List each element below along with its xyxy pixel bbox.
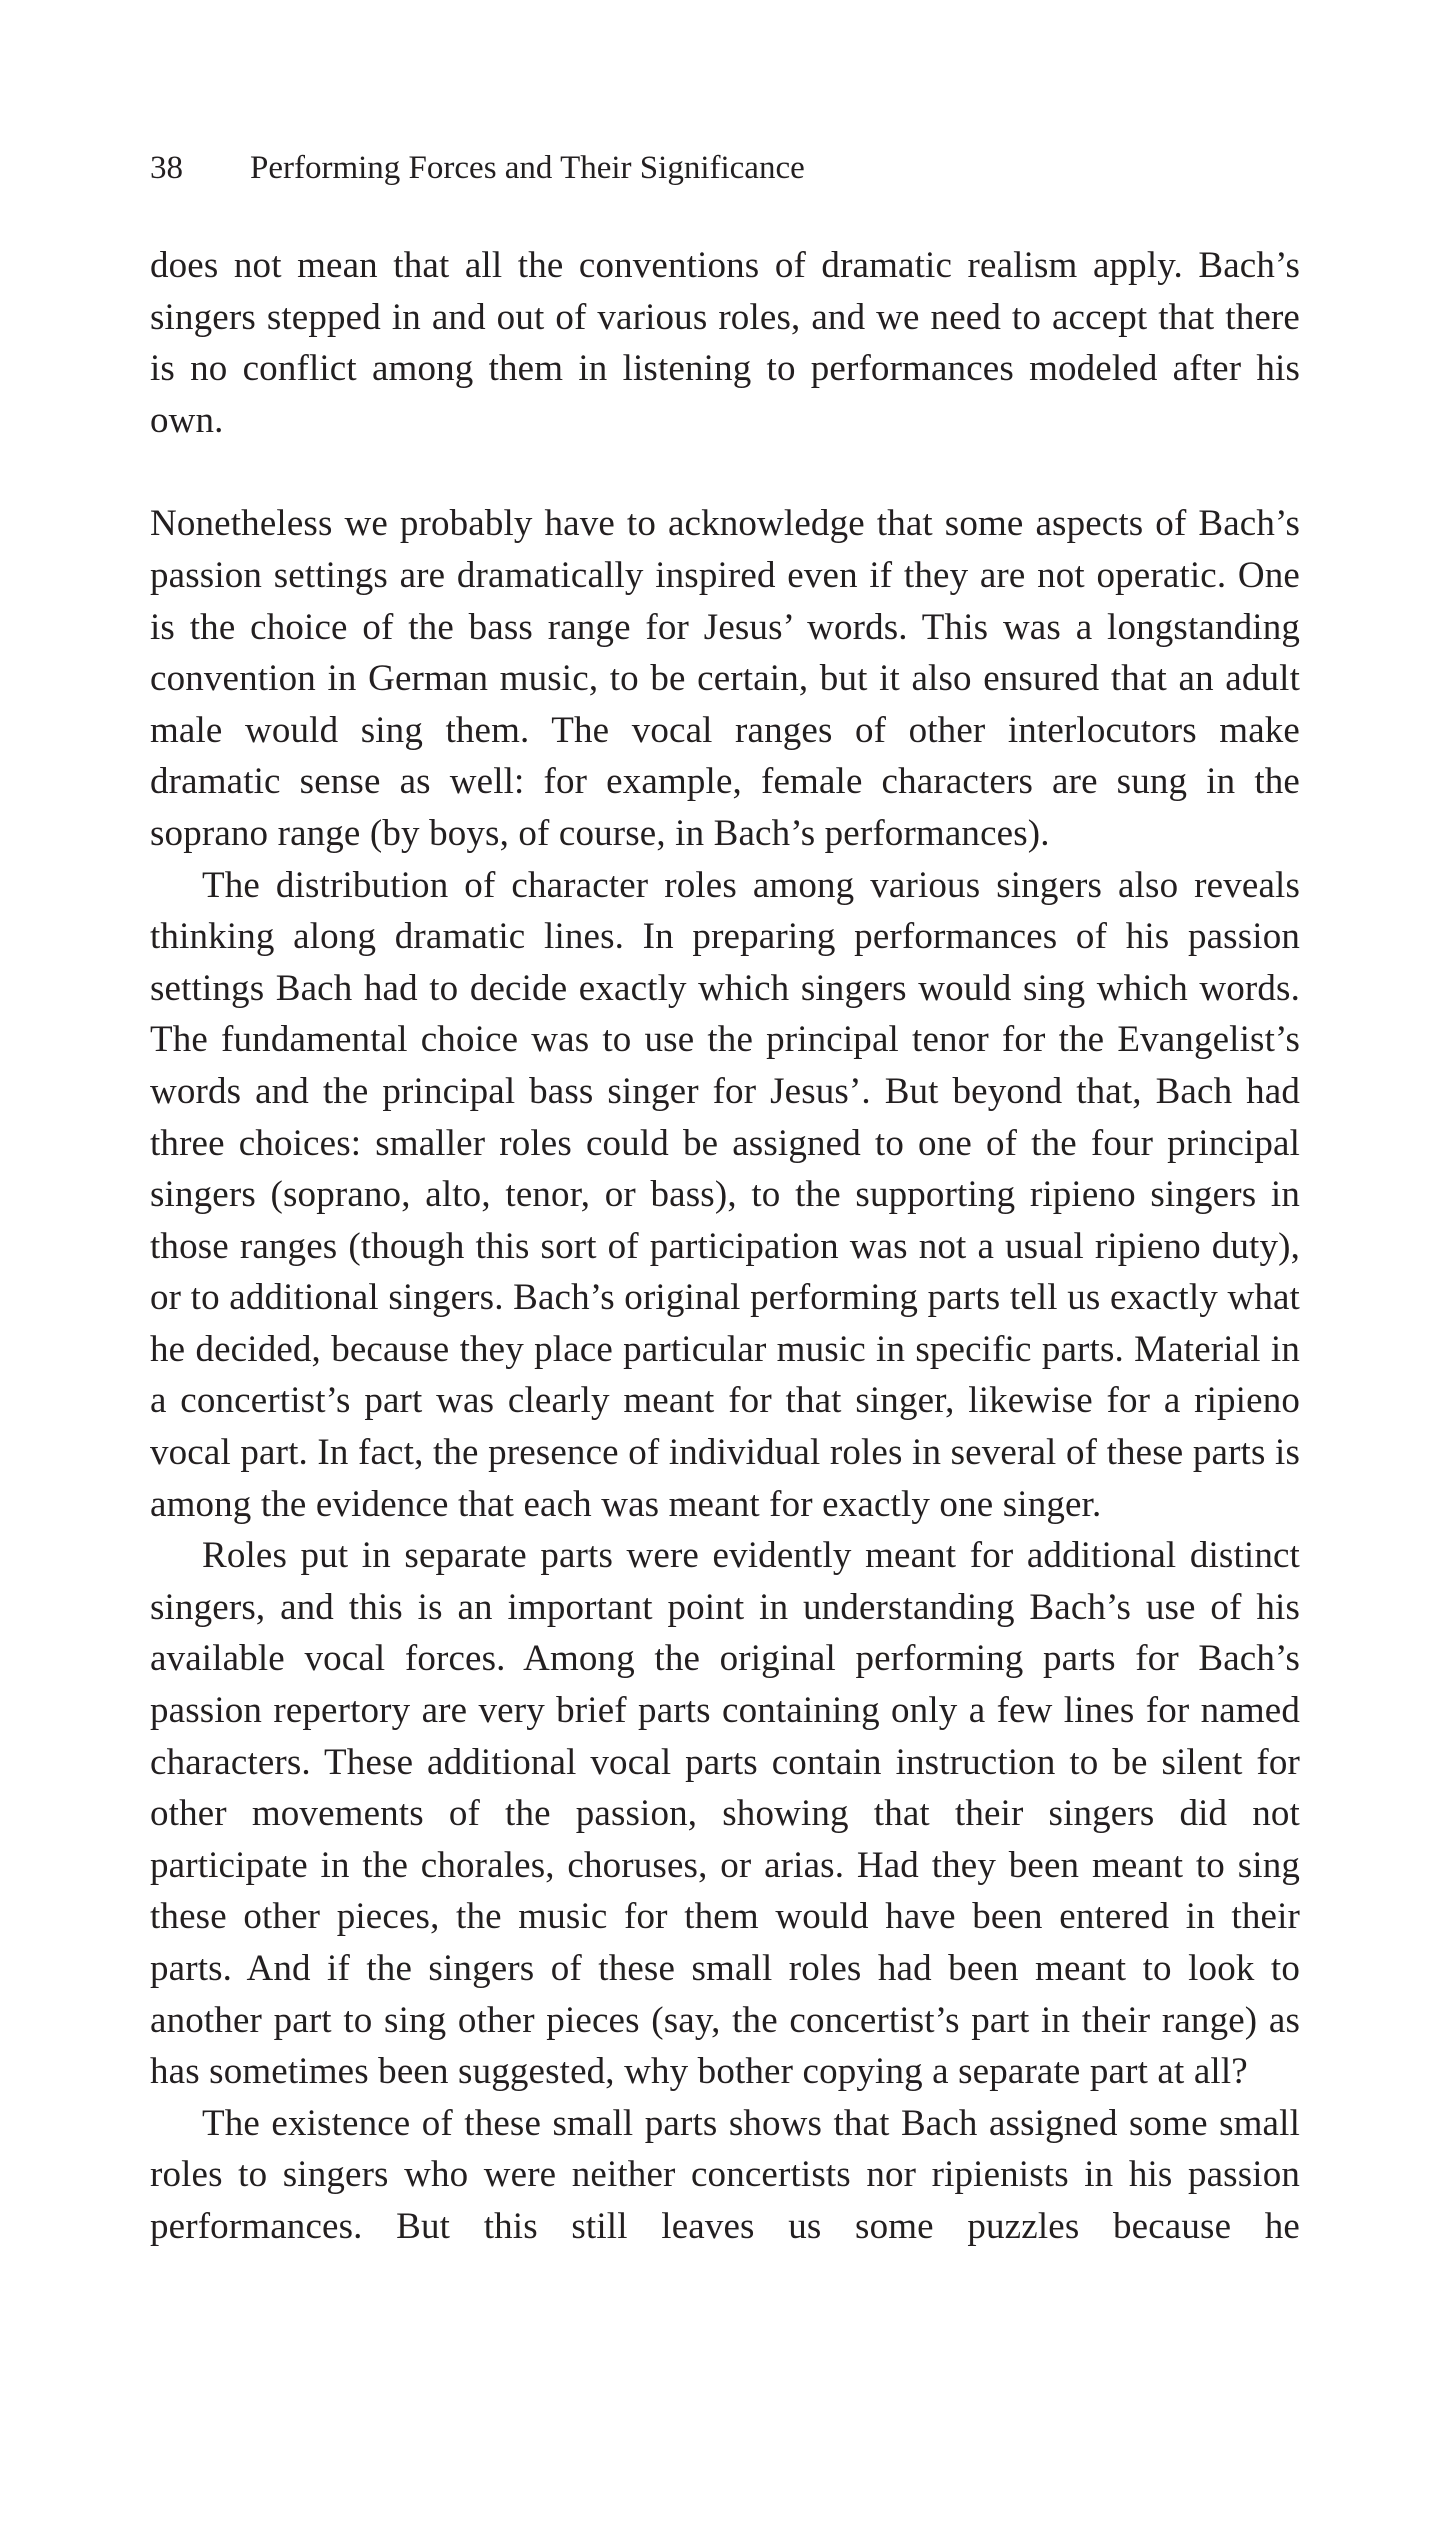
paragraph-section-opening: Nonetheless we probably have to acknowledge that some aspects of Bach’s passion settings are dramatically inspired even if they are not operatic. One is the choice of the bass range for Jesus’ words. This was a longstanding convention in German music, to be certain, but it also ensured that an adult male would sing them. The vocal ranges of other interlocutors make dramatic sense as well: for example, female characters are sung in the soprano range (by boys, of course, in Bach’s performances). xyxy=(150,503,1300,854)
paragraph: The distribution of character roles among various singers also reveals thinking along dramatic lines. In preparing performances of his passion settings Bach had to decide exactly which singers would sing which words. The fundamental choice was to use the principal tenor for the Evangelist’s words and the principal bass singer for Jesus’. But beyond that, Bach had three choices: smaller roles could be assigned to one of the four principal singers (soprano, alto, tenor, or bass), to the supporting ripieno singers in those ranges (though this sort of participation was not a usual ripieno duty), or to additional singers. Bach’s original performing parts tell us exactly what he decided, because they place particular music in specific parts. Material in a concertist’s part was clearly meant for that singer, likewise for a ripieno vocal part. In fact, the presence of individual roles in several of these parts is among the evidence that each was meant for exactly one singer. xyxy=(150,864,1300,1525)
paragraph-continuation: does not mean that all the conventions of dramatic realism apply. Bach’s singers stepped in and out of various roles, and we need to accept that there is no conflict among them in listening to performances modeled after his own. xyxy=(150,245,1300,441)
paragraph: The existence of these small parts shows that Bach assigned some small roles to singers who were neither concertists nor ripienists in his passion performances. But this still leaves us some puzzles because he xyxy=(150,2102,1300,2247)
page-number: 38 xyxy=(150,150,183,186)
section-break xyxy=(150,446,1300,498)
paragraph: Roles put in separate parts were evidently meant for additional distinct singers, and this is an important point in understanding Bach’s use of his available vocal forces. Among the original performing parts for Bach’s passion repertory are very brief parts containing only a few lines for named characters. These additional vocal parts contain instruction to be silent for other movements of the passion, showing that their singers did not participate in the chorales, choruses, or arias. Had they been meant to sing these other pieces, the music for them would have been entered in their parts. And if the singers of these small roles had been meant to look to another part to sing other pieces (say, the concertist’s part in their range) as has sometimes been suggested, why bother copying a separate part at all? xyxy=(150,1535,1300,2093)
running-header xyxy=(150,148,805,188)
running-title: Performing Forces and Their Significance xyxy=(250,150,805,186)
body-text xyxy=(150,240,1300,2253)
